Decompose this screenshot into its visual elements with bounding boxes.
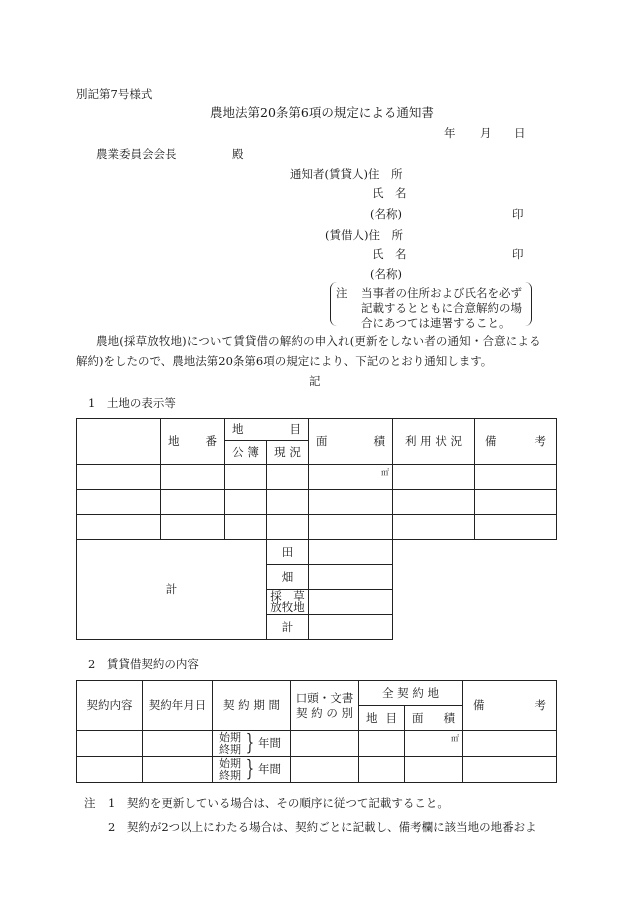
section2-heading: 2 賃貸借契約の内容 (88, 657, 199, 671)
contract-header-chimoku: 地 目 (359, 706, 405, 731)
land-header-riyo: 利 用 状 況 (393, 419, 475, 465)
contract-header-kikan: 契 約 期 間 (213, 681, 291, 731)
lessor-name-label: 氏 名 (372, 186, 407, 200)
note-box-line-2: 記載するとともに合意解約の場 (361, 301, 522, 315)
addressee: 農業委員会会長 (96, 147, 177, 161)
land-table (76, 418, 557, 640)
land-header-chiban: 地 番 (161, 419, 225, 465)
land-header-chimoku: 地 目 (225, 419, 309, 441)
total-label: 計 (77, 540, 267, 640)
land-header-genkyo: 現 況 (267, 441, 309, 465)
ki-label: 記 (309, 374, 321, 388)
lessee-seal: 印 (512, 247, 524, 261)
date-month: 月 (480, 126, 492, 140)
total-saiso-value (309, 590, 393, 615)
contract-row (77, 731, 557, 757)
footnote-1: 1 契約を更新している場合は、その順序に従つて記載すること。 (108, 796, 449, 810)
contract-header-naiyo: 契約内容 (77, 681, 143, 731)
land-row (77, 515, 557, 540)
total-hata-value (309, 565, 393, 590)
contract-header-menseki: 面 積 (405, 706, 463, 731)
lessee-name-label: 氏 名 (372, 247, 407, 261)
land-header-blank (77, 419, 161, 465)
contract-header-biko: 備 考 (463, 681, 557, 731)
contract-period: 始期 終期 } 年間 (213, 757, 291, 783)
body-line-1: 農地(採草放牧地)について賃貸借の解約の申入れ(更新をしない者の通知・合意による (96, 334, 541, 348)
note-box-line-1: 当事者の住所および氏名を必ず (361, 286, 522, 300)
body-line-2: 解約)をしたので、農地法第20条第6項の規定により、下記のとおり通知します。 (76, 354, 493, 368)
lessor-address-label: 通知者(賃貸人)住 所 (290, 167, 403, 181)
lessor-corp-label: (名称) (370, 207, 402, 221)
form-number: 別記第7号様式 (76, 87, 153, 101)
note-box-line-3: 合にあつては連署すること。 (361, 316, 511, 330)
note-box-prefix: 注 (336, 286, 348, 300)
land-unit: ㎡ (309, 465, 393, 490)
lessee-address-label: (賃借人)住 所 (325, 228, 403, 242)
total-saiso: 採 草 放牧地 (267, 590, 309, 615)
total-ta-value (309, 540, 393, 565)
land-header-kobo: 公 簿 (225, 441, 267, 465)
land-header-biko: 備 考 (475, 419, 557, 465)
footnote-prefix: 注 (84, 796, 96, 810)
lessor-seal: 印 (512, 207, 524, 221)
contract-header-kotou: 口頭・文書 契 約 の 別 (291, 681, 359, 731)
section1-heading: 1 土地の表示等 (88, 396, 176, 410)
total-kei: 計 (267, 615, 309, 640)
contract-header-nengappi: 契約年月日 (143, 681, 213, 731)
total-hata: 畑 (267, 565, 309, 590)
land-header-menseki: 面 積 (309, 419, 393, 465)
land-row (77, 490, 557, 515)
contract-unit: ㎡ (405, 731, 463, 757)
lessee-corp-label: (名称) (370, 267, 402, 281)
footnote-2: 2 契約が2つ以上にわたる場合は、契約ごとに記載し、備考欄に該当地の地番およ (108, 820, 537, 834)
honorific: 殿 (232, 147, 244, 161)
date-day: 日 (514, 126, 526, 140)
contract-header-zen: 全 契 約 地 (359, 681, 463, 706)
total-blank (393, 540, 557, 640)
date-year: 年 (444, 126, 456, 140)
total-ta: 田 (267, 540, 309, 565)
total-kei-value (309, 615, 393, 640)
contract-table (76, 680, 557, 783)
contract-row (77, 757, 557, 783)
document-title: 農地法第20条第6項の規定による通知書 (210, 105, 434, 120)
land-row (77, 465, 557, 490)
contract-period: 始期 終期 } 年間 (213, 731, 291, 757)
